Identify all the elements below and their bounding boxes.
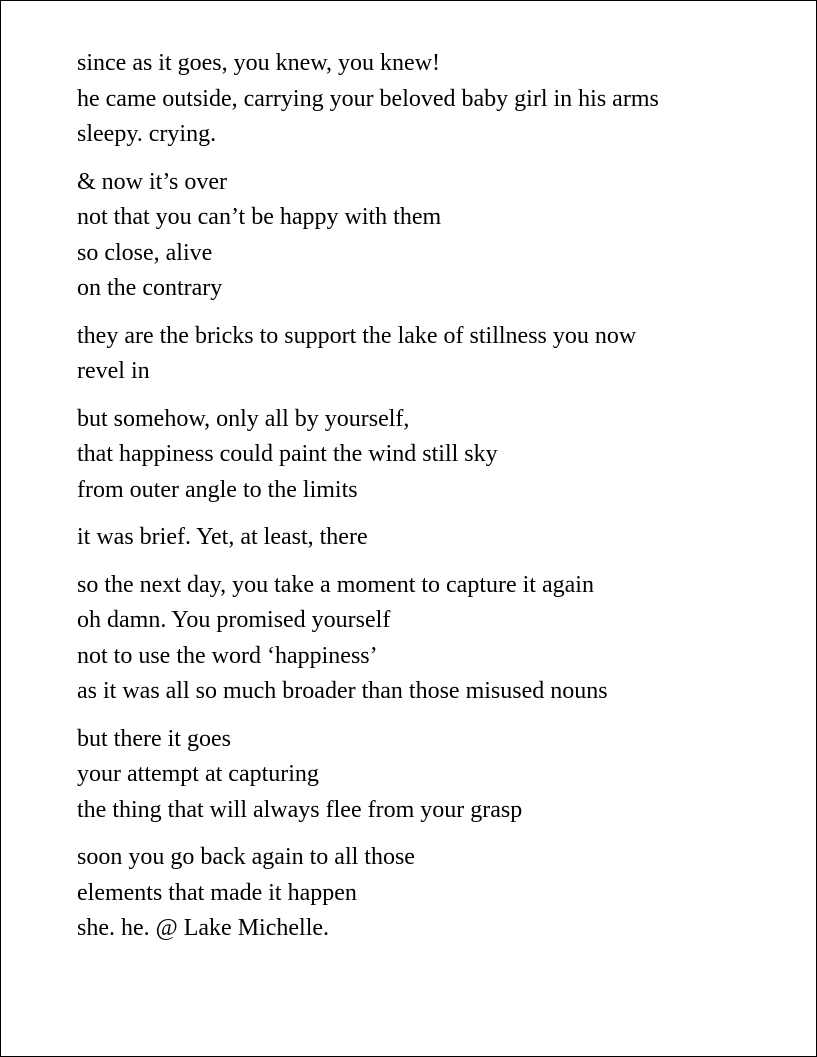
stanza: [77, 840, 777, 947]
poem-line: but there it goes: [77, 725, 231, 752]
poem-line: revel in: [77, 358, 150, 384]
stanza: [77, 319, 777, 390]
poem-line: they are the bricks to support the lake of stillness you now: [77, 322, 637, 349]
poem-line: sleepy. crying.: [77, 121, 217, 147]
poem-line: since as it goes, you knew, you knew!: [77, 50, 441, 76]
stanza: [77, 520, 777, 556]
poem-line: & now it’s over: [77, 168, 227, 195]
poem-line: so the next day, you take a moment to capture it again: [77, 571, 594, 598]
poem-line: so close, alive: [77, 239, 213, 266]
stanza: [77, 46, 777, 153]
poem-line: as it was all so much broader than those misused nouns: [77, 678, 608, 704]
poem-line: it was brief. Yet, at least, there: [77, 524, 368, 550]
poem-line: not to use the word ‘happiness’: [77, 642, 378, 669]
poem-line: he came outside, carrying your beloved baby girl in his arms: [77, 85, 659, 112]
poem-line: the thing that will always flee from your grasp: [77, 796, 523, 823]
poem-line: she. he. @ Lake Michelle.: [77, 915, 330, 941]
poem-line: from outer angle to the limits: [77, 476, 358, 503]
stanza: [77, 402, 777, 509]
poem-line: that happiness could paint the wind still sky: [77, 441, 498, 467]
poem-line: but somehow, only all by yourself,: [77, 405, 410, 432]
poem-line: soon you go back again to all those: [77, 844, 415, 870]
stanza: [77, 568, 777, 710]
poem-line: elements that made it happen: [77, 879, 357, 906]
stanza: [77, 722, 777, 829]
poem-line: your attempt at capturing: [77, 761, 319, 787]
poem-line: not that you can’t be happy with them: [77, 204, 442, 230]
stanza: [77, 165, 777, 307]
poem-line: on the contrary: [77, 275, 223, 301]
poem-body: [77, 46, 777, 959]
poem-line: oh damn. You promised yourself: [77, 607, 391, 633]
